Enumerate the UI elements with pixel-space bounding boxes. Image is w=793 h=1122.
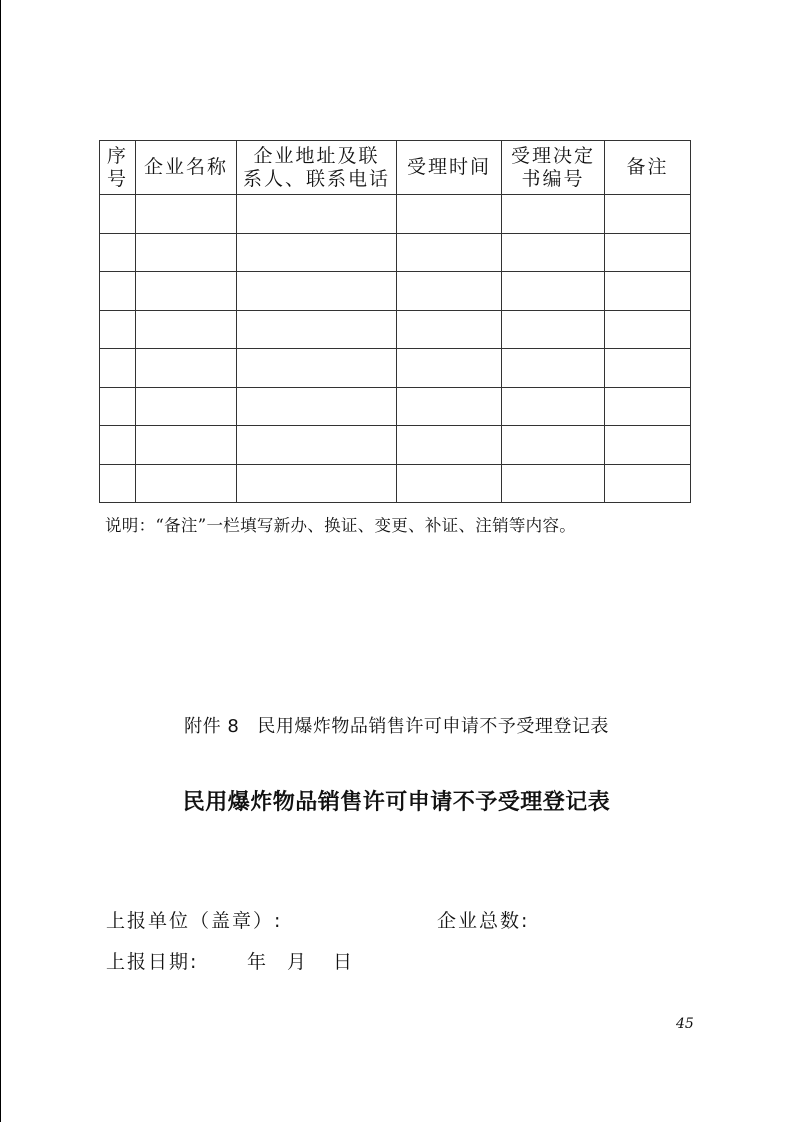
table-cell[interactable]	[237, 426, 397, 465]
table-cell[interactable]	[605, 272, 691, 311]
table-row	[100, 387, 691, 426]
table-cell[interactable]	[237, 387, 397, 426]
header-acceptance-time	[397, 141, 502, 195]
table-cell[interactable]	[605, 195, 691, 234]
header-remarks-label: 备注	[626, 156, 669, 178]
header-remarks	[605, 141, 691, 195]
table-cell[interactable]	[397, 310, 502, 349]
table-cell[interactable]	[100, 233, 136, 272]
table-cell[interactable]	[502, 387, 605, 426]
table-cell[interactable]	[100, 387, 136, 426]
table-cell[interactable]	[136, 349, 237, 388]
table-cell[interactable]	[136, 195, 237, 234]
table-cell[interactable]	[100, 349, 136, 388]
attachment-name: 民用爆炸物品销售许可申请不予受理登记表	[257, 716, 609, 737]
table-cell[interactable]	[397, 426, 502, 465]
table-row	[100, 310, 691, 349]
page-number: 45	[676, 1016, 694, 1032]
header-decision-number	[502, 141, 605, 195]
table-cell[interactable]	[502, 195, 605, 234]
table-cell[interactable]	[397, 272, 502, 311]
table-row	[100, 349, 691, 388]
table-cell[interactable]	[237, 195, 397, 234]
table-cell[interactable]	[605, 464, 691, 503]
date-year-label: 年	[247, 951, 269, 973]
table-cell[interactable]	[237, 464, 397, 503]
table-cell[interactable]	[136, 272, 237, 311]
attachment-number: 附件 8	[184, 716, 240, 737]
table-cell[interactable]	[605, 349, 691, 388]
table-cell[interactable]	[502, 310, 605, 349]
header-company-name	[136, 141, 237, 195]
header-serial-label: 序 号	[106, 144, 128, 190]
table-cell[interactable]	[502, 426, 605, 465]
date-month-label: 月	[287, 951, 309, 973]
table-cell[interactable]	[605, 310, 691, 349]
table-cell[interactable]	[237, 233, 397, 272]
header-address-contact	[237, 141, 397, 195]
table-row	[100, 233, 691, 272]
table-cell[interactable]	[100, 272, 136, 311]
header-acceptance-time-label: 受理时间	[406, 156, 491, 178]
table-row	[100, 464, 691, 503]
total-enterprises-label: 企业总数:	[437, 910, 530, 932]
table-cell[interactable]	[397, 349, 502, 388]
table-cell[interactable]	[502, 349, 605, 388]
table-note: 说明：“备注”一栏填写新办、换证、变更、补证、注销等内容。	[105, 516, 577, 535]
table-cell[interactable]	[237, 310, 397, 349]
table-cell[interactable]	[397, 464, 502, 503]
header-decision-number-label: 受理决定 书编号	[510, 144, 595, 190]
table-cell[interactable]	[605, 233, 691, 272]
table-cell[interactable]	[237, 272, 397, 311]
table-cell[interactable]	[100, 464, 136, 503]
registration-table	[99, 140, 691, 503]
table-cell[interactable]	[397, 233, 502, 272]
table-cell[interactable]	[397, 195, 502, 234]
header-address-contact-label: 企业地址及联 系人、联系电话	[242, 144, 390, 190]
report-unit-label: 上报单位（盖章）:	[106, 910, 283, 932]
table-cell[interactable]	[502, 272, 605, 311]
table-cell[interactable]	[502, 233, 605, 272]
table-cell[interactable]	[605, 426, 691, 465]
table-row	[100, 426, 691, 465]
attachment-heading	[0, 712, 793, 738]
table-cell[interactable]	[100, 310, 136, 349]
table-cell[interactable]	[397, 387, 502, 426]
date-day-label: 日	[333, 951, 355, 973]
report-date-label: 上报日期:	[106, 951, 199, 973]
table-cell[interactable]	[136, 464, 237, 503]
table-cell[interactable]	[237, 349, 397, 388]
table-cell[interactable]	[136, 426, 237, 465]
table-cell[interactable]	[605, 387, 691, 426]
table-row	[100, 272, 691, 311]
table-cell[interactable]	[502, 464, 605, 503]
table-cell[interactable]	[100, 195, 136, 234]
table-body	[100, 195, 691, 503]
page-left-border	[0, 0, 1, 1122]
header-company-name-label: 企业名称	[143, 156, 228, 178]
header-serial-number	[100, 141, 136, 195]
table-row	[100, 195, 691, 234]
table-cell[interactable]	[136, 387, 237, 426]
table-header-row	[100, 141, 691, 195]
form-title: 民用爆炸物品销售许可申请不予受理登记表	[182, 789, 611, 815]
table-cell[interactable]	[136, 233, 237, 272]
table-cell[interactable]	[136, 310, 237, 349]
table-cell[interactable]	[100, 426, 136, 465]
